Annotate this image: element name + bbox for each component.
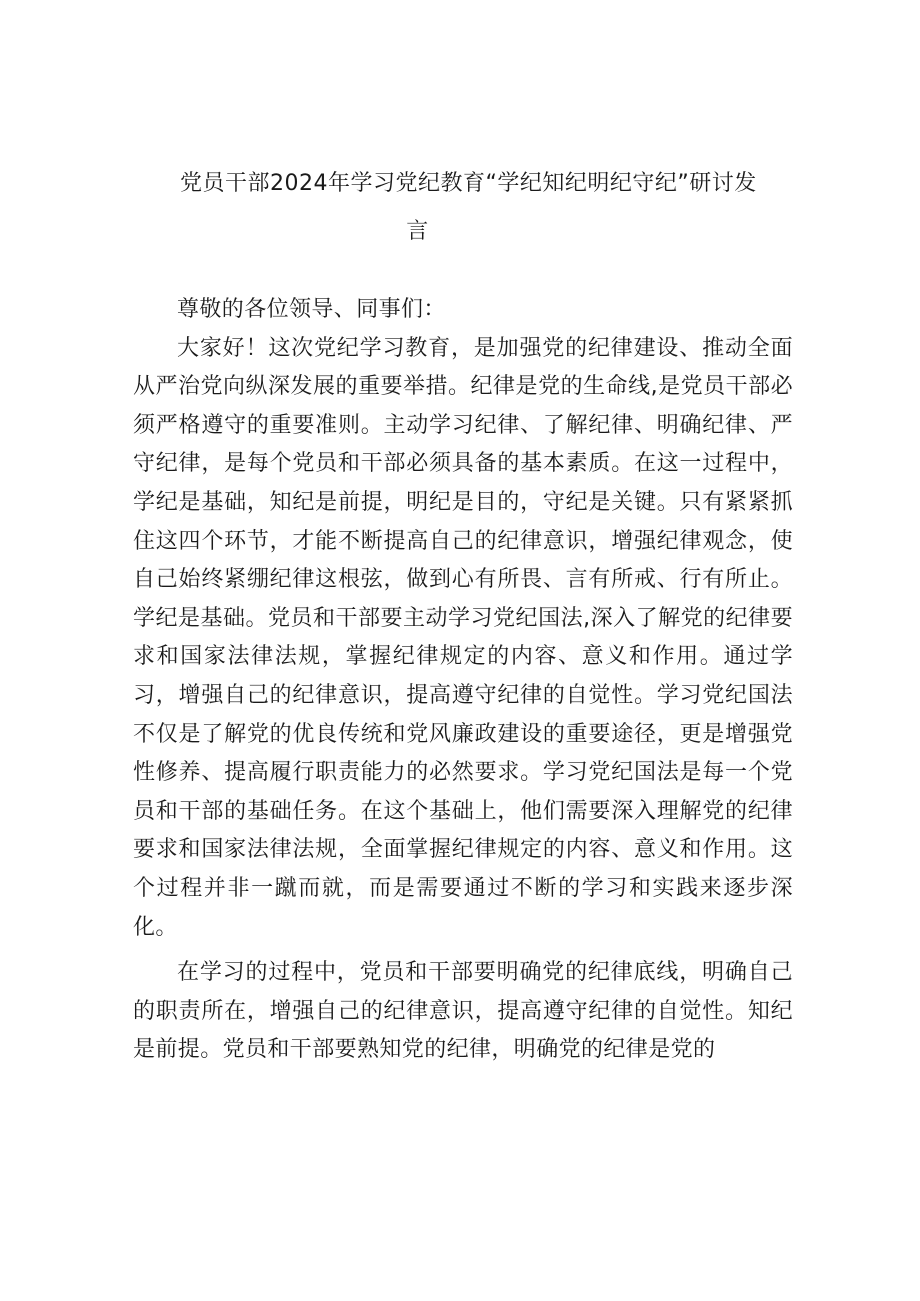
salutation: 尊敬的各位领导、同事们： [177, 297, 446, 322]
title-line-1: 党员干部2024年学习党纪教育“学纪知纪明纪守纪”研讨发 [180, 171, 757, 196]
document-body [133, 291, 793, 1070]
title-line-2: 言 [406, 219, 429, 244]
paragraph-1: 大家好！这次党纪学习教育，是加强党的纪律建设、推动全面从严治党向纵深发展的重要举措。纪律是党的生命线,是党员干部必须严格遵守的重要准则。主动学习纪律、了解纪律、明确纪律、严守纪律，是每个党员和干部必须具备的基本素质。在这一过程中，学纪是基础，知纪是前提，明纪是目的，守纪是关键。只有紧紧抓住这四个环节，才能不断提高自己的纪律意识，增强纪律观念，使自己始终紧绷纪律这根弦，做到心有所畏、言有所戒、行有所止。学纪是基础。党员和干部要主动学习党纪国法,深入了解党的纪律要求和国家法律法规，掌握纪律规定的内容、意义和作用。通过学习，增强自己的纪律意识，提高遵守纪律的自觉性。学习党纪国法不仅是了解党的优良传统和党风廉政建设的重要途径，更是增强党性修养、提高履行职责能力的必然要求。学习党纪国法是每一个党员和干部的基础任务。在这个基础上，他们需要深入理解党的纪律要求和国家法律法规，全面掌握纪律规定的内容、意义和作用。这个过程并非一蹴而就，而是需要通过不断的学习和实践来逐步深化。 [133, 335, 793, 940]
document-title [180, 160, 805, 256]
paragraph-2: 在学习的过程中，党员和干部要明确党的纪律底线，明确自己的职责所在，增强自己的纪律意识，提高遵守纪律的自觉性。知纪是前提。党员和干部要熟知党的纪律，明确党的纪律是党的 [133, 960, 793, 1063]
